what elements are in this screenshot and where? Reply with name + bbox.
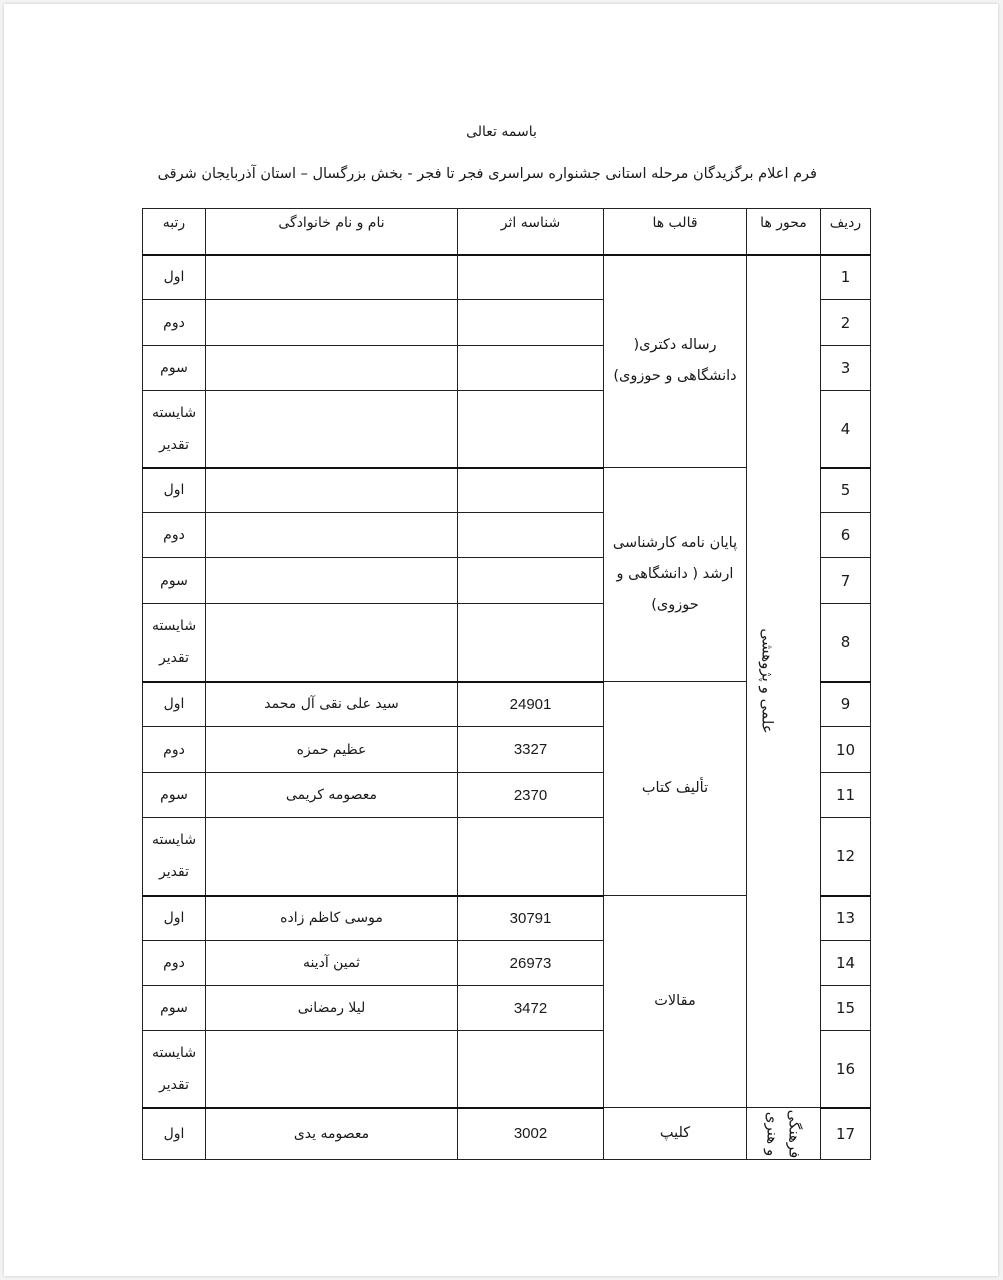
rank-cell: شایسته تقدیر [143,391,206,468]
work-id-cell [458,604,604,682]
work-id-cell: 30791 [458,896,604,941]
work-id-cell [458,818,604,896]
name-cell [206,513,458,558]
work-id-cell: 3472 [458,986,604,1031]
name-cell [206,1031,458,1108]
name-cell: ثمین آدینه [206,941,458,986]
name-cell: لیلا رمضانی [206,986,458,1031]
rank-cell: سوم [143,346,206,391]
row-number: 13 [821,896,871,941]
row-number: 12 [821,818,871,896]
rank-cell: اول [143,682,206,727]
name-cell: معصومه یدی [206,1108,458,1160]
axis-label-scientific: علمی و پژوهشی [758,628,777,734]
name-cell [206,468,458,513]
row-number: 10 [821,727,871,773]
name-cell [206,818,458,896]
work-id-cell [458,1031,604,1108]
axis-label-cultural-line1: فرهنگی [785,1109,804,1158]
name-cell [206,300,458,346]
name-cell [206,558,458,604]
col-header-axis: محور ها [747,209,821,255]
template-cell: تألیف کتاب [604,682,747,896]
name-cell: موسی کاظم زاده [206,896,458,941]
col-header-work-id: شناسه اثر [458,209,604,255]
rank-cell: شایسته تقدیر [143,1031,206,1108]
name-cell [206,604,458,682]
rank-cell: اول [143,1108,206,1160]
col-header-rank: رتبه [143,209,206,255]
table-header-row [143,209,871,255]
template-cell: کلیپ [604,1108,747,1160]
work-id-cell: 2370 [458,773,604,818]
row-number: 3 [821,346,871,391]
row-number: 8 [821,604,871,682]
row-number: 11 [821,773,871,818]
work-id-cell: 26973 [458,941,604,986]
axis-label-cultural-line2: و هنری [763,1111,782,1156]
rank-cell: دوم [143,941,206,986]
rank-cell: شایسته تقدیر [143,818,206,896]
rank-cell: اول [143,255,206,300]
table-row [143,255,871,300]
rank-cell: اول [143,468,206,513]
rank-cell: سوم [143,773,206,818]
work-id-cell [458,513,604,558]
name-cell: سید علی نقی آل محمد [206,682,458,727]
row-number: 15 [821,986,871,1031]
name-cell: معصومه کریمی [206,773,458,818]
row-number: 17 [821,1108,871,1160]
axis-label-cultural [761,1109,805,1158]
rank-cell: دوم [143,300,206,346]
rank-cell: اول [143,896,206,941]
bismillah-heading: باسمه تعالی [466,124,537,140]
rank-cell: شایسته تقدیر [143,604,206,682]
template-cell: مقالات [604,896,747,1108]
rank-cell: سوم [143,986,206,1031]
work-id-cell: 3002 [458,1108,604,1160]
template-cell: رساله دکتری( دانشگاهی و حوزوی) [604,255,747,468]
table-row [143,1108,871,1160]
row-number: 2 [821,300,871,346]
work-id-cell [458,346,604,391]
row-number: 14 [821,941,871,986]
rank-cell: دوم [143,513,206,558]
work-id-cell [458,255,604,300]
work-id-cell [458,391,604,468]
axis-cell-scientific [747,255,821,1108]
row-number: 5 [821,468,871,513]
name-cell: عظیم حمزه [206,727,458,773]
work-id-cell: 3327 [458,727,604,773]
row-number: 4 [821,391,871,468]
axis-cell-cultural [747,1108,821,1160]
col-header-template: قالب ها [604,209,747,255]
name-cell [206,346,458,391]
col-header-name: نام و نام خانوادگی [206,209,458,255]
template-cell: پایان نامه کارشناسی ارشد ( دانشگاهی و حوزوی) [604,468,747,682]
row-number: 7 [821,558,871,604]
winners-table [142,208,871,1160]
work-id-cell [458,558,604,604]
row-number: 1 [821,255,871,300]
name-cell [206,255,458,300]
work-id-cell [458,300,604,346]
col-header-row: ردیف [821,209,871,255]
rank-cell: دوم [143,727,206,773]
work-id-cell: 24901 [458,682,604,727]
rank-cell: سوم [143,558,206,604]
name-cell [206,391,458,468]
work-id-cell [458,468,604,513]
row-number: 9 [821,682,871,727]
row-number: 16 [821,1031,871,1108]
row-number: 6 [821,513,871,558]
form-title: فرم اعلام برگزیدگان مرحله استانی جشنواره سراسری فجر تا فجر - بخش بزرگسال – استان آذربایجان شرقی [157,166,817,182]
